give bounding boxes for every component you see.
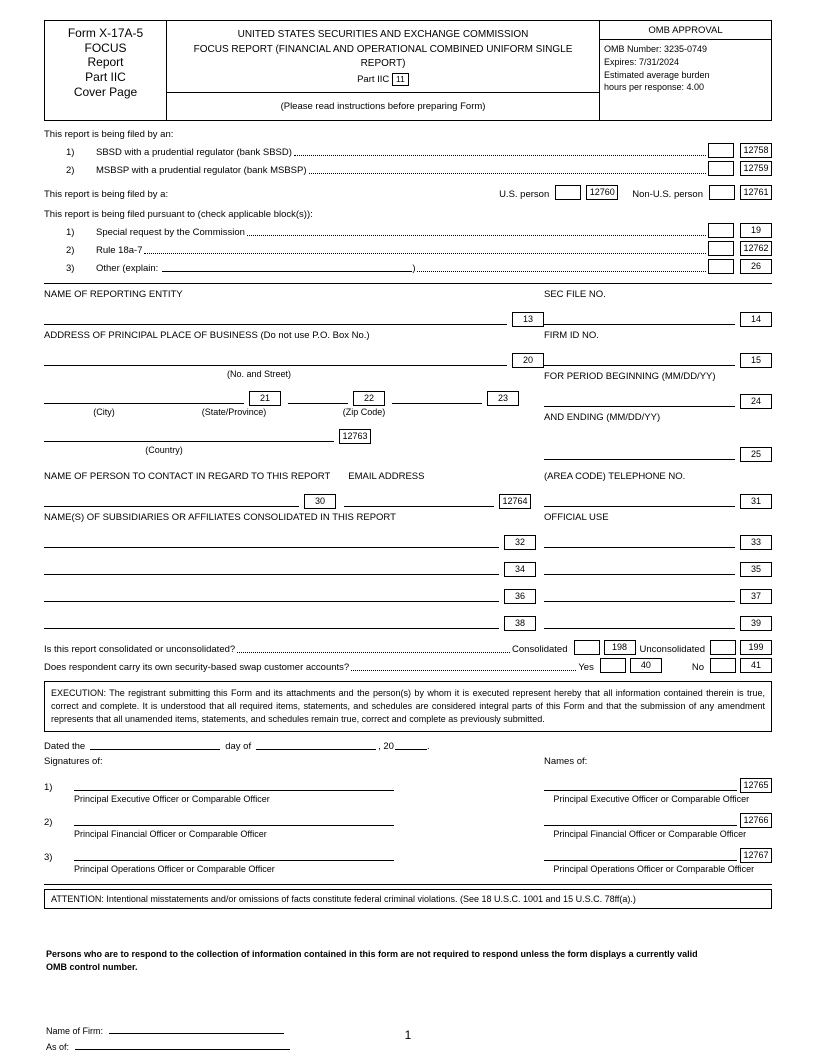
as-of-label: As of: (46, 1042, 70, 1053)
country-row (44, 429, 544, 444)
form-id-line-3: Report (87, 55, 124, 70)
yes-label: Yes (578, 662, 594, 674)
part-label: Part IIC (357, 73, 390, 85)
name-title-1: Principal Executive Officer or Comparable Officer (553, 794, 750, 805)
firm-id-no-input[interactable] (544, 364, 735, 366)
row-number: 2) (66, 245, 75, 257)
dated-prefix: Dated the (44, 741, 86, 753)
tag-14: 14 (740, 312, 772, 327)
sec-file-no-input[interactable] (544, 323, 735, 325)
reporting-entity-label: NAME OF REPORTING ENTITY (44, 289, 183, 301)
row-text: Other (explain: (96, 263, 159, 275)
name-of-firm-label: Name of Firm: (46, 1026, 104, 1037)
as-of-row (46, 1042, 772, 1052)
subsidiary-input-1[interactable] (44, 546, 499, 548)
entity-left-column (44, 289, 544, 462)
omb-notice-line-1: Persons who are to respond to the collection of information contained in this form are not required to respond unless the form displays a currently valid (46, 949, 698, 960)
firm-id-no-label: FIRM ID NO. (544, 330, 599, 342)
instructions-note: (Please read instructions before preparing Form) (280, 101, 486, 113)
sec-file-no-label: SEC FILE NO. (544, 289, 606, 301)
official-use-row-1 (544, 535, 772, 550)
unconsolidated-label: Unconsolidated (639, 644, 705, 656)
non-us-person-label: Non-U.S. person (632, 189, 703, 201)
row-number: 1) (44, 782, 53, 794)
attention-box: ATTENTION: Intentional misstatements and/or omissions of facts constitute federal criminal violations. (See 18 U.S.C. 1001 and 15 U.S.C. 78ff(a).) (44, 889, 772, 909)
tag-12763: 12763 (339, 429, 371, 444)
subsidiary-line-row (44, 589, 772, 604)
agency-name: UNITED STATES SECURITIES AND EXCHANGE COMMISSION (237, 29, 529, 40)
row-number: 3) (66, 263, 75, 275)
contact-labels-row (44, 471, 544, 482)
name-input-3[interactable] (544, 859, 737, 861)
tag-25: 25 (740, 447, 772, 462)
row-text: Special request by the Commission (96, 227, 245, 239)
zip-input[interactable] (392, 402, 482, 404)
pursuant-row-3 (44, 259, 772, 274)
tag-26: 26 (740, 259, 772, 274)
tag-12761: 12761 (740, 185, 772, 200)
reporting-entity-row (44, 312, 544, 327)
country-caption: (Country) (145, 445, 183, 456)
omb-number: OMB Number: 3235-0749 (604, 44, 708, 54)
entity-right-column (544, 289, 772, 462)
name-input-1[interactable] (544, 789, 737, 791)
signature-input-3[interactable] (74, 859, 394, 861)
row-number: 2) (44, 817, 53, 829)
row-number: 1) (66, 227, 75, 239)
leader-dots (294, 154, 706, 156)
tag-199: 199 (740, 640, 772, 655)
tag-12765: 12765 (740, 778, 772, 793)
page-number: 1 (404, 1028, 412, 1042)
dated-month-input[interactable] (256, 748, 376, 750)
official-use-input-3[interactable] (544, 600, 735, 602)
name-title-2: Principal Financial Officer or Comparable Officer (553, 829, 747, 840)
official-use-row-2 (544, 562, 772, 577)
filed-by-an-section (44, 129, 772, 274)
row-text: SBSD with a prudential regulator (bank SBSD) (96, 147, 292, 159)
row-text: MSBSP with a prudential regulator (bank MSBSP) (96, 165, 307, 177)
street-caption: (No. and Street) (226, 369, 292, 380)
tag-38: 38 (504, 616, 536, 631)
sec-file-no-row (544, 312, 772, 327)
us-person-label: U.S. person (499, 189, 550, 201)
state-caption: (State/Province) (201, 407, 267, 418)
subsidiary-input-2[interactable] (44, 573, 499, 575)
tag-37: 37 (740, 589, 772, 604)
tag-41: 41 (740, 658, 772, 673)
omb-burden-line-1: Estimated average burden (604, 69, 710, 80)
dated-suffix: , 20 (378, 741, 394, 753)
signature-title-3: Principal Operations Officer or Comparable Officer (74, 864, 275, 875)
tag-12766: 12766 (740, 813, 772, 828)
subsidiaries-label: NAME(S) OF SUBSIDIARIES OR AFFILIATES CONSOLIDATED IN THIS REPORT (44, 512, 396, 524)
tag-20: 20 (512, 353, 544, 368)
form-title-block (167, 21, 599, 120)
subsidiary-row-2 (44, 562, 544, 577)
subsidiary-row-3 (44, 589, 544, 604)
tag-36: 36 (504, 589, 536, 604)
contact-right-column (544, 471, 772, 523)
form-title-top (167, 21, 599, 93)
tag-12758: 12758 (740, 143, 772, 158)
email-address-input[interactable] (344, 505, 494, 507)
row-number: 1) (66, 147, 75, 159)
contact-left-column (44, 471, 544, 523)
leader-dots (417, 270, 706, 272)
address-row (44, 353, 544, 368)
dated-period: . (426, 741, 430, 753)
signature-right-1 (544, 778, 772, 793)
telephone-label: (AREA CODE) TELEPHONE NO. (544, 471, 686, 483)
period-ending-label: AND ENDING (MM/DD/YY) (544, 412, 661, 424)
period-ending-input[interactable] (544, 458, 735, 460)
filed-by-a-heading: This report is being filed by a: (44, 189, 169, 201)
tag-12760: 12760 (586, 185, 618, 200)
dated-year-input[interactable] (395, 748, 427, 750)
omb-approval-body (600, 40, 771, 96)
omb-notice-line-2: OMB control number. (46, 962, 138, 973)
address-input[interactable] (44, 364, 507, 366)
city-state-zip-row (44, 391, 544, 406)
tag-24: 24 (740, 394, 772, 409)
row-text: Rule 18a-7 (96, 245, 143, 257)
signature-title-2: Principal Financial Officer or Comparable Officer (74, 829, 267, 840)
name-input-2[interactable] (544, 824, 737, 826)
telephone-row (544, 494, 772, 509)
period-beginning-row (544, 394, 772, 409)
tag-12762: 12762 (740, 241, 772, 256)
leader-dots (144, 252, 706, 254)
tag-32: 32 (504, 535, 536, 550)
form-header (44, 20, 772, 121)
official-use-input-4[interactable] (544, 627, 735, 629)
tag-39: 39 (740, 616, 772, 631)
names-label: Names of: (544, 756, 588, 768)
tag-35: 35 (740, 562, 772, 577)
checkbox-sbsd-prudential[interactable] (708, 143, 734, 158)
signature-left-2 (44, 813, 544, 828)
entity-section (44, 289, 772, 462)
tag-22: 22 (353, 391, 385, 406)
subsidiary-input-3[interactable] (44, 600, 499, 602)
signature-title-row-2 (44, 829, 772, 839)
checkbox-msbsp-prudential[interactable] (708, 161, 734, 176)
signature-row-3 (44, 848, 772, 863)
signature-title-1: Principal Executive Officer or Comparable Officer (74, 794, 270, 805)
form-id-line-5: Cover Page (73, 84, 138, 99)
omb-notice (44, 949, 772, 972)
name-title-3: Principal Operations Officer or Comparable Officer (553, 864, 755, 875)
state-input[interactable] (288, 402, 348, 404)
signature-input-2[interactable] (74, 824, 394, 826)
checkbox-no[interactable] (710, 658, 736, 673)
tag-13: 13 (512, 312, 544, 327)
telephone-input[interactable] (544, 505, 735, 507)
dated-day-input[interactable] (90, 748, 220, 750)
filed-by-an-row-1 (44, 143, 772, 158)
leader-dots (351, 669, 576, 671)
other-explain-input[interactable] (162, 270, 412, 272)
omb-approval-title: OMB APPROVAL (600, 21, 771, 40)
dated-mid: day of (225, 741, 252, 753)
pursuant-row-1 (44, 223, 772, 238)
tag-30: 30 (304, 494, 336, 509)
checkbox-consolidated[interactable] (574, 640, 600, 655)
official-use-label: OFFICIAL USE (544, 512, 609, 524)
omb-burden-line-2: hours per response: 4.00 (604, 82, 705, 93)
zip-caption: (Zip Code) (342, 407, 386, 418)
email-address-label: EMAIL ADDRESS (348, 471, 425, 483)
signature-left-3 (44, 848, 544, 863)
official-use-row-4 (544, 616, 772, 631)
subsidiary-line-row (44, 562, 772, 577)
checkbox-unconsolidated[interactable] (710, 640, 736, 655)
part-box-number: 11 (392, 73, 409, 86)
row-text-suffix: ) (412, 263, 416, 275)
signature-title-row-3 (44, 864, 772, 874)
dated-row (44, 741, 772, 752)
leader-dots (237, 651, 510, 653)
checkbox-rule-18a-7[interactable] (708, 241, 734, 256)
checkbox-special-request[interactable] (708, 223, 734, 238)
official-use-input-1[interactable] (544, 546, 735, 548)
as-of-input[interactable] (75, 1048, 290, 1050)
omb-expires: Expires: 7/31/2024 (604, 56, 680, 67)
signature-left-1 (44, 778, 544, 793)
filed-by-a-row (44, 185, 772, 200)
subsidiary-row-1 (44, 535, 544, 550)
row-number: 3) (44, 852, 53, 864)
tag-33: 33 (740, 535, 772, 550)
no-label: No (691, 662, 704, 674)
checkbox-non-us-person[interactable] (709, 185, 735, 200)
signatures-label: Signatures of: (44, 756, 103, 768)
consolidated-question-row (44, 640, 772, 655)
contact-name-label: NAME OF PERSON TO CONTACT IN REGARD TO THIS REPORT (44, 471, 331, 483)
period-beginning-input[interactable] (544, 405, 735, 407)
subsidiary-line-row (44, 616, 772, 631)
tag-40: 40 (630, 658, 662, 673)
checkbox-yes[interactable] (600, 658, 626, 673)
reporting-entity-input[interactable] (44, 323, 507, 325)
checkbox-other[interactable] (708, 259, 734, 274)
filed-by-an-heading: This report is being filed by an: (44, 129, 174, 141)
signature-row-1 (44, 778, 772, 793)
omb-approval-block (599, 21, 771, 120)
tag-15: 15 (740, 353, 772, 368)
period-beginning-label: FOR PERIOD BEGINNING (MM/DD/YY) (544, 371, 716, 383)
signature-title-row-1 (44, 794, 772, 804)
tag-12759: 12759 (740, 161, 772, 176)
firm-id-no-row (544, 353, 772, 368)
form-identifier (45, 21, 167, 120)
address-label: ADDRESS OF PRINCIPAL PLACE OF BUSINESS (Do not use P.O. Box No.) (44, 330, 370, 342)
official-use-row-3 (544, 589, 772, 604)
tag-31: 31 (740, 494, 772, 509)
tag-12767: 12767 (740, 848, 772, 863)
city-state-zip-captions (44, 407, 544, 417)
city-input[interactable] (44, 402, 244, 404)
subsidiary-row-4 (44, 616, 544, 631)
signature-right-2 (544, 813, 772, 828)
country-input[interactable] (44, 440, 334, 442)
report-name: FOCUS REPORT (FINANCIAL AND OPERATIONAL COMBINED UNIFORM SINGLE REPORT) (193, 43, 573, 69)
swap-accounts-question-row (44, 658, 772, 673)
form-id-line-1: Form X-17A-5 (67, 26, 144, 40)
subsidiary-input-4[interactable] (44, 627, 499, 629)
consolidated-question: Is this report consolidated or unconsolidated? (44, 644, 236, 656)
official-use-input-2[interactable] (544, 573, 735, 575)
consolidated-label: Consolidated (512, 644, 568, 656)
leader-dots (309, 172, 706, 174)
filed-by-an-row-2 (44, 161, 772, 176)
tag-19: 19 (740, 223, 772, 238)
signature-input-1[interactable] (74, 789, 394, 791)
leader-dots (247, 234, 706, 236)
tag-12764: 12764 (499, 494, 531, 509)
subsidiary-line-row (44, 535, 772, 550)
contact-inputs-row (44, 494, 544, 509)
city-caption: (City) (93, 407, 115, 418)
period-ending-row (544, 447, 772, 462)
contact-section (44, 471, 772, 523)
row-number: 2) (66, 165, 75, 177)
subsidiaries-lines (44, 535, 772, 631)
pursuant-heading: This report is being filed pursuant to (check applicable block(s)): (44, 209, 313, 221)
contact-name-input[interactable] (44, 505, 299, 507)
pursuant-row-2 (44, 241, 772, 256)
tag-21: 21 (249, 391, 281, 406)
tag-198: 198 (604, 640, 636, 655)
tag-23: 23 (487, 391, 519, 406)
execution-box: EXECUTION: The registrant submitting this Form and its attachments and the person(s) by whom it is executed represent hereby that all information contained therein is true, correct and complete. It is understood that all required items, statements, and schedules are considered integral parts of this Form and that the submission of any amendment represents that all unamended items, statements, and schedules remain true, correct and complete as previously submitted. (44, 681, 772, 732)
signature-right-3 (544, 848, 772, 863)
form-id-line-2: FOCUS (84, 40, 127, 55)
swap-accounts-question: Does respondent carry its own security-based swap customer accounts? (44, 662, 350, 674)
part-line (171, 73, 595, 87)
checkbox-us-person[interactable] (555, 185, 581, 200)
signatures-header-row (44, 756, 772, 767)
signature-rows (44, 778, 772, 874)
form-id-line-4: Part IIC (85, 69, 126, 84)
signature-row-2 (44, 813, 772, 828)
tag-34: 34 (504, 562, 536, 577)
